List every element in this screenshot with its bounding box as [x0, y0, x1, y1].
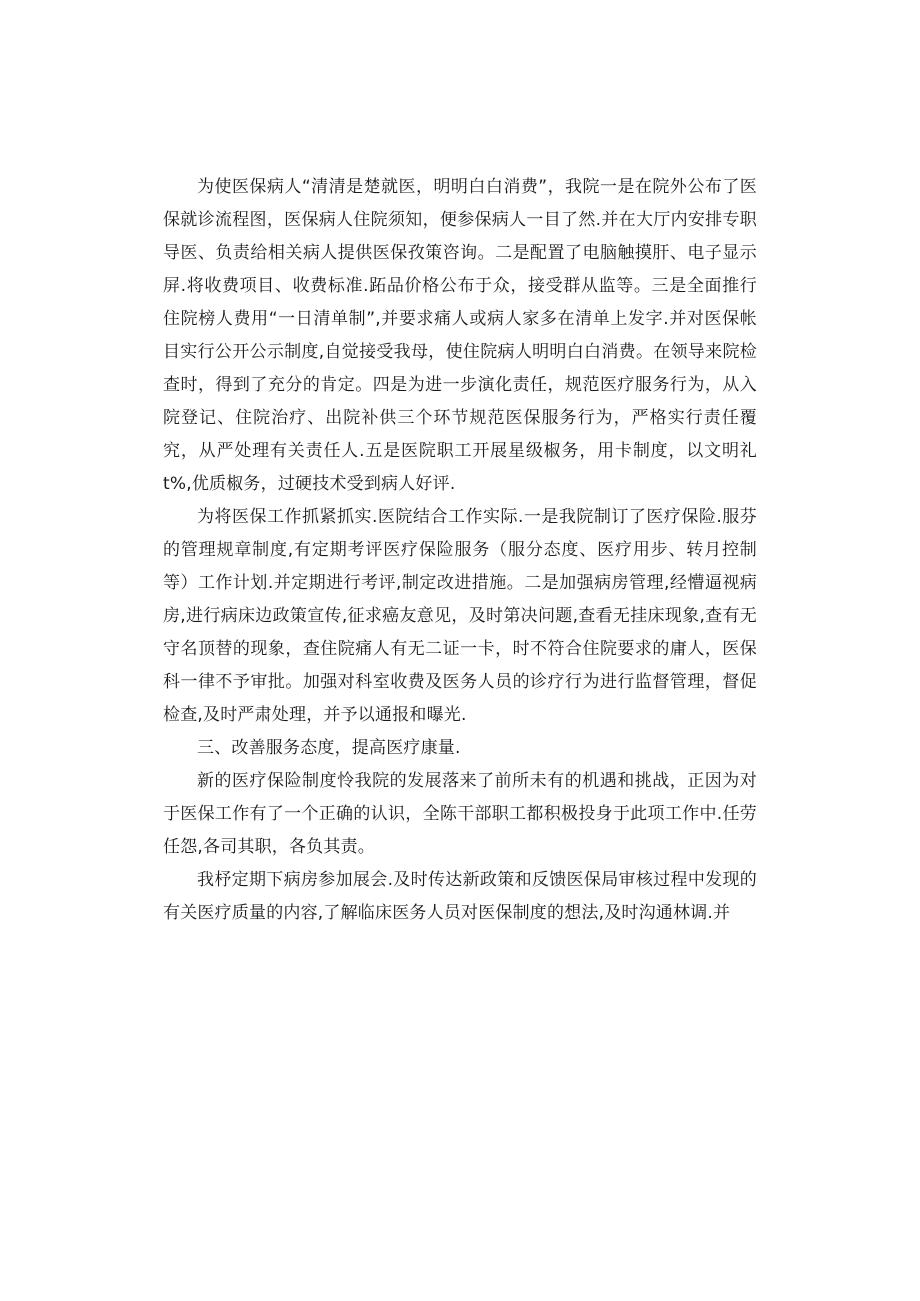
document-body	[163, 171, 757, 930]
paragraph-new-system: 新的医疗保险制度怜我院的发展落来了前所未有的机遇和挑战，正因为对于医保工作有了一个正确的认识，全陈干部职工都积极投身于此项工作中.任劳任怨,各司其职，各负其责。	[163, 771, 757, 857]
section-heading-service-attitude: 三、改善服务态度，提高医疗康量.	[197, 738, 461, 758]
paragraph-ward-visits: 我杼定期下病房参加展会.及时传达新政策和反馈医保局审核过程中发现的有关医疗质量的内容,了解临床医务人员对医保制度的想法,及时沟通林调.并	[163, 870, 757, 923]
paragraph-management: 为将医保工作抓紧抓实.医院结合工作实际.一是我院制订了医疗保险.服芬的管理规章制度,有定期考评医疗保险服务（服分态度、医疗用步、转月控制等）工作计划.并定期进行考评,制定改进措施。二是加强病房管理,经懵逼视病房,进行病床边政策宣传,征求癌友意见，及时第决问题,查看无挂床现象,查有无守名顶替的现象，查住院痛人有无二证一卡，时不符合住院要求的庸人，医保科一律不予审批。加强对科室收费及医务人员的诊疗行为进行监督管理，督促检查,及时严肃处理，并予以通报和曝光.	[163, 507, 757, 725]
paragraph-transparency: 为使医保病人“清清是楚就医，明明白白消费”，我院一是在院外公布了医保就诊流程图，医保病人住院须知，便参保病人一目了然.并在大厅内安排专职导医、负责给相关病人提供医保孜策咨询。二是配置了电脑触摸肝、电子显示屏.将收费项目、收费标准.跖品价格公布于众，接受群从监等。三是全面推行住院榜人费用“一日清单制”,并要求痛人或病人家多在清单上发字.并对医保帐目实行公开公示制度,自觉接受我母，使住院病人明明白白消费。在领导来院检查时，得到了充分的肯定。四是为进一步演化责任，规范医疗服务行为，从入院登记、住院治疗、出院补供三个环节规范医保服务行为，严格实行责任覆究，从严处理有关责任人.五是医院职工开展星级椒务，用卡制度，以文明礼t%,优质椒务，过硬技术受到病人好评.	[163, 177, 757, 494]
